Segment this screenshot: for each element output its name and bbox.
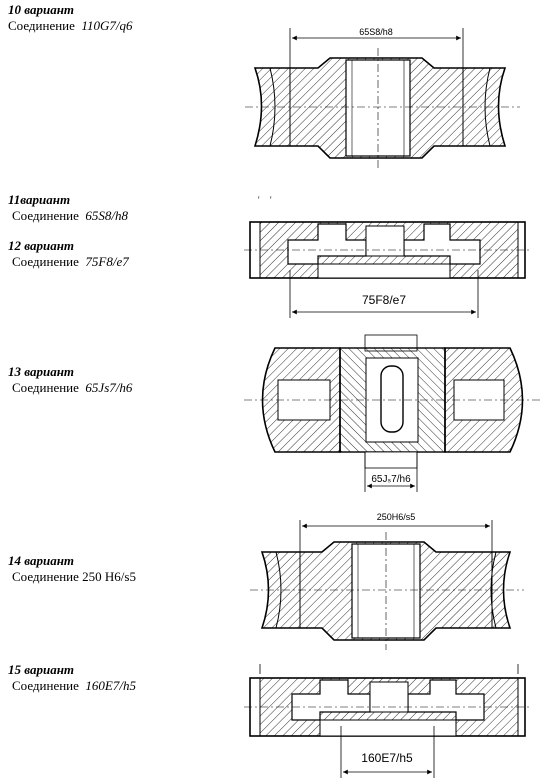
connection-label: Соединение [8,18,75,33]
variant-title: 11вариант [8,192,71,207]
connection-label: Соединение [12,380,79,395]
dimension-label: 160E7/h5 [361,751,413,765]
drawing-variant-12 [244,195,532,318]
connection-label: Соединение [12,254,79,269]
connection-label: Соединение [12,678,79,693]
variant-title: 12 вариант [8,238,75,253]
fit-value: 65Js7/h6 [85,380,133,395]
fit-value: 250 H6/s5 [82,569,136,584]
dimension-label: 250H6/s5 [376,512,416,522]
fit-value: 65S8/h8 [85,208,129,223]
drawing-variant-15 [244,664,532,778]
svg-text:': ' [258,195,260,205]
connection-label: Соединение [12,208,79,223]
dimension-label: 75F8/e7 [361,293,407,307]
variant-title: 13 вариант [8,364,75,379]
connection-label: Соединение [12,569,79,584]
drawing-variant-13 [244,335,540,492]
variant-title: 15 вариант [8,662,75,677]
drawing-variant-14 [250,512,524,650]
fit-value: 75F8/e7 [85,254,129,269]
svg-text:': ' [270,195,272,205]
variant-title: 14 вариант [8,553,75,568]
drawing-variant-10 [245,27,520,168]
fit-value: 110G7/q6 [81,18,133,33]
dimension-label: 65S8/h8 [359,27,393,37]
dimension-label: 65Jₛ7/h6 [371,474,411,485]
fit-value: 160E7/h5 [85,678,136,693]
variant-title: 10 вариант [8,2,75,17]
